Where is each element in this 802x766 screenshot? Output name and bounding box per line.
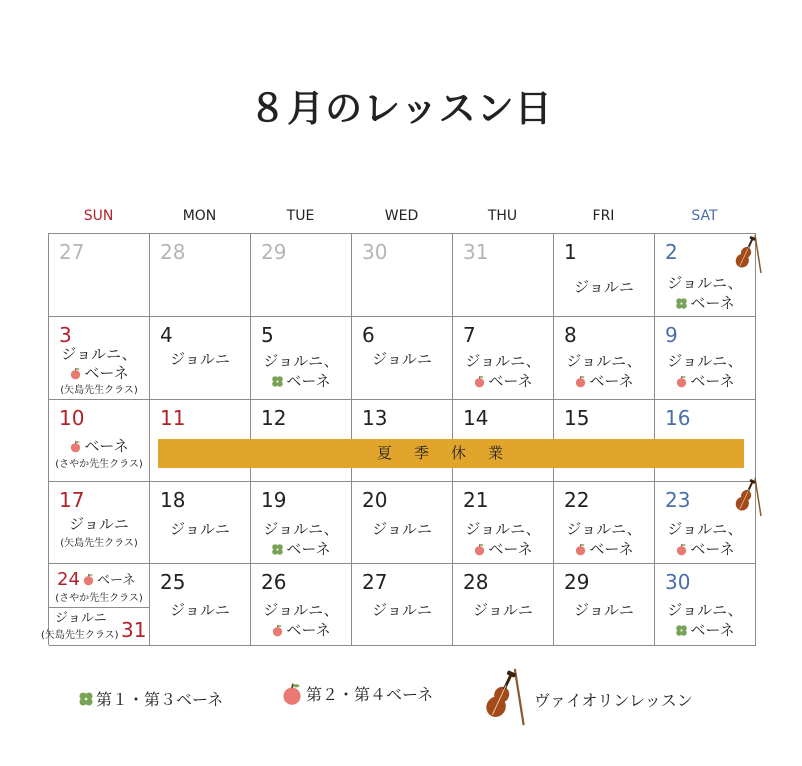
day-cell	[251, 482, 352, 564]
lesson-giorni: ジョルニ、	[465, 520, 541, 538]
day-number: 20	[362, 488, 388, 512]
lesson-bene: ベーネ	[690, 540, 735, 558]
apple-icon	[574, 543, 587, 556]
day-number: 13	[362, 406, 388, 430]
day-number: 22	[564, 488, 590, 512]
weekday-mon: MON	[182, 208, 217, 224]
class-note: (さやか先生クラス)	[55, 459, 143, 470]
day-number: 26	[261, 570, 287, 594]
lesson-giorni: ジョルニ、	[667, 601, 743, 619]
lesson-giorni: ジョルニ、	[667, 352, 743, 370]
day-number: 2	[665, 240, 678, 264]
day-cell	[453, 564, 554, 646]
lesson-giorni: ジョルニ、	[667, 520, 743, 538]
day-cell	[251, 234, 352, 317]
lesson-bene: ベーネ	[97, 573, 136, 588]
day-number: 15	[564, 406, 590, 430]
day-cell	[251, 317, 352, 400]
lesson-giorni: ジョルニ	[372, 350, 432, 368]
lesson-bene-line	[655, 293, 755, 313]
day-cell	[655, 482, 756, 564]
lesson-giorni: ジョルニ	[574, 601, 634, 619]
lesson-bene-line	[49, 436, 149, 456]
legend-apple	[280, 682, 433, 706]
lesson-giorni: ジョルニ、	[465, 352, 541, 370]
day-cell	[352, 564, 453, 646]
clover-icon	[78, 691, 94, 707]
lesson-bene-line	[251, 371, 351, 391]
day-cell	[352, 317, 453, 400]
day-number: 31	[121, 618, 147, 642]
apple-icon	[280, 682, 304, 706]
day-number: 18	[160, 488, 186, 512]
apple-icon	[675, 543, 688, 556]
day-cell	[49, 564, 150, 608]
day-cell	[453, 482, 554, 564]
day-number: 27	[362, 570, 388, 594]
day-number: 1	[564, 240, 577, 264]
lesson-giorni: ジョルニ、	[667, 274, 743, 292]
day-cell	[150, 564, 251, 646]
weekday-header	[48, 208, 755, 228]
lesson-bene-line	[82, 571, 148, 591]
lesson-giorni: ジョルニ	[473, 601, 533, 619]
day-number: 9	[665, 323, 678, 347]
lesson-bene-line	[251, 539, 351, 559]
lesson-giorni: ジョルニ	[170, 350, 230, 368]
day-number: 12	[261, 406, 287, 430]
day-number: 5	[261, 323, 274, 347]
day-number: 17	[59, 488, 85, 512]
page-title: ８月のレッスン日	[249, 87, 553, 130]
day-number: 3	[59, 323, 72, 347]
class-note: (矢島先生クラス)	[60, 538, 138, 549]
apple-icon	[69, 440, 82, 453]
day-cell	[251, 564, 352, 646]
day-cell	[655, 317, 756, 400]
day-cell	[150, 234, 251, 317]
weekday-tue: TUE	[286, 208, 315, 224]
day-cell	[655, 564, 756, 646]
day-cell	[150, 482, 251, 564]
day-number: 7	[463, 323, 476, 347]
lesson-bene-line	[655, 371, 755, 391]
lesson-bene: ベーネ	[488, 372, 533, 390]
day-number: 11	[160, 406, 186, 430]
day-number: 16	[665, 406, 691, 430]
day-number: 23	[665, 488, 691, 512]
day-number: 25	[160, 570, 186, 594]
lesson-giorni: ジョルニ、	[566, 352, 642, 370]
lesson-giorni: ジョルニ、	[566, 520, 642, 538]
clover-icon	[675, 624, 688, 637]
lesson-giorni: ジョルニ	[55, 611, 107, 626]
legend-apple-label: 第２・第４ベーネ	[306, 685, 434, 704]
lesson-bene: ベーネ	[690, 621, 735, 639]
day-cell	[554, 482, 655, 564]
lesson-bene: ベーネ	[589, 540, 634, 558]
clover-icon	[271, 375, 284, 388]
day-number: 27	[59, 240, 85, 264]
day-cell	[150, 317, 251, 400]
apple-icon	[271, 624, 284, 637]
lesson-bene-line	[554, 371, 654, 391]
lesson-bene: ベーネ	[84, 437, 129, 455]
violin-icon	[731, 476, 763, 518]
day-number: 19	[261, 488, 287, 512]
lesson-bene-line	[453, 371, 553, 391]
legend	[0, 678, 802, 728]
weekday-thu: THU	[487, 208, 518, 224]
lesson-bene: ベーネ	[286, 540, 331, 558]
day-cell	[352, 234, 453, 317]
lesson-giorni: ジョルニ	[69, 515, 129, 533]
day-cell	[554, 317, 655, 400]
lesson-giorni: ジョルニ	[372, 601, 432, 619]
apple-icon	[574, 375, 587, 388]
lesson-bene-line	[49, 363, 149, 383]
apple-icon	[473, 375, 486, 388]
lesson-bene: ベーネ	[488, 540, 533, 558]
violin-icon	[478, 666, 528, 728]
weekday-sun: SUN	[83, 208, 114, 224]
class-note: (矢島先生クラス)	[41, 630, 119, 641]
class-note: (矢島先生クラス)	[60, 385, 138, 396]
lesson-bene: ベーネ	[690, 294, 735, 312]
lesson-giorni: ジョルニ、	[263, 601, 339, 619]
legend-clover	[78, 687, 223, 710]
day-number: 4	[160, 323, 173, 347]
clover-icon	[271, 543, 284, 556]
day-number: 30	[362, 240, 388, 264]
lesson-bene: ベーネ	[690, 372, 735, 390]
holiday-bar: 夏季休業	[158, 439, 744, 468]
day-number: 24	[57, 569, 80, 590]
apple-icon	[675, 375, 688, 388]
lesson-giorni: ジョルニ	[170, 520, 230, 538]
day-number: 28	[160, 240, 186, 264]
lesson-giorni: ジョルニ	[372, 520, 432, 538]
lesson-bene: ベーネ	[286, 372, 331, 390]
day-cell	[554, 564, 655, 646]
lesson-bene: ベーネ	[286, 621, 331, 639]
lesson-bene: ベーネ	[589, 372, 634, 390]
lesson-giorni: ジョルニ	[170, 601, 230, 619]
day-number: 21	[463, 488, 489, 512]
legend-violin-label: ヴァイオリンレッスン	[534, 691, 693, 710]
day-number: 14	[463, 406, 489, 430]
lesson-bene-line	[655, 620, 755, 640]
day-number: 10	[59, 406, 85, 430]
weekday-wed: WED	[384, 208, 419, 224]
clover-icon	[675, 297, 688, 310]
day-cell	[453, 317, 554, 400]
day-number: 29	[261, 240, 287, 264]
day-number: 31	[463, 240, 489, 264]
violin-icon	[731, 233, 763, 275]
legend-clover-label: 第１・第３ベーネ	[96, 690, 224, 709]
lesson-giorni: ジョルニ、	[263, 352, 339, 370]
day-cell	[49, 400, 150, 482]
day-cell	[49, 234, 150, 317]
day-cell	[49, 317, 150, 400]
day-cell	[352, 482, 453, 564]
lesson-bene: ベーネ	[84, 364, 129, 382]
apple-icon	[82, 573, 95, 586]
lesson-bene-line	[554, 539, 654, 559]
day-cell	[554, 234, 655, 317]
day-cell	[453, 234, 554, 317]
lesson-giorni: ジョルニ、	[263, 520, 339, 538]
weekday-sat: SAT	[691, 208, 718, 224]
day-number: 30	[665, 570, 691, 594]
day-cell	[655, 234, 756, 317]
lesson-bene-line	[655, 539, 755, 559]
lesson-giorni: ジョルニ	[574, 278, 634, 296]
apple-icon	[473, 543, 486, 556]
lesson-bene-line	[453, 539, 553, 559]
day-cell	[41, 608, 150, 646]
day-number: 8	[564, 323, 577, 347]
day-number: 6	[362, 323, 375, 347]
apple-icon	[69, 367, 82, 380]
day-number: 29	[564, 570, 590, 594]
day-cell	[49, 482, 150, 564]
lesson-bene-line	[251, 620, 351, 640]
lesson-giorni: ジョルニ、	[61, 345, 137, 363]
weekday-fri: FRI	[592, 208, 615, 224]
day-number: 28	[463, 570, 489, 594]
class-note: (さやか先生クラス)	[55, 593, 143, 604]
